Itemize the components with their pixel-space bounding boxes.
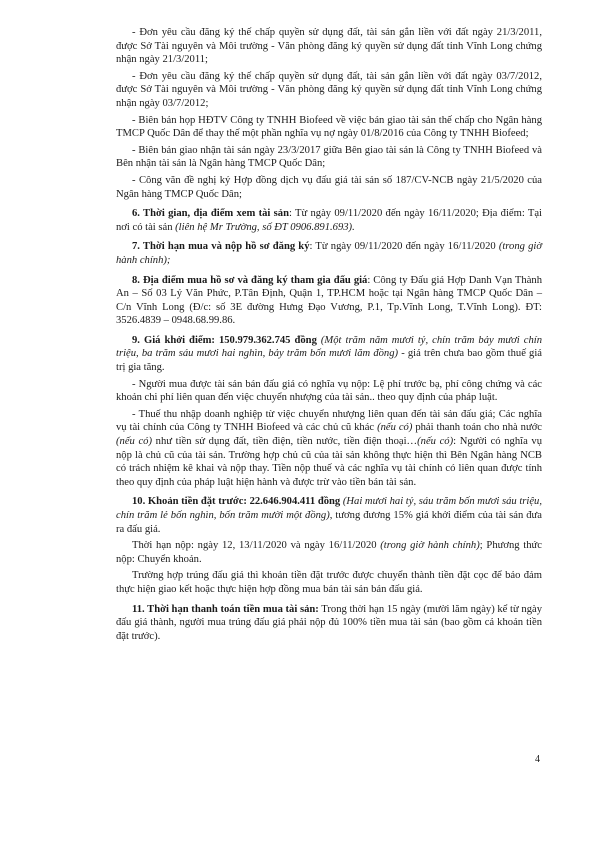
section-10-deposit [116,495,542,536]
payment-hours: (trong giờ hành chính) [380,540,480,552]
section-6-viewing [116,207,542,234]
payment-time-text: Thời hạn nộp: ngày 12, 13/11/2020 và ngày 16/11/2020 [132,540,381,552]
tax-text-e: như tiền sử dụng đất, tiền điện, tiền nước, tiền điện thoại… [152,436,418,448]
payment-method: ; Phương thức nộp: Chuyển khoản. [116,540,542,565]
tax-note-b: (nếu có) [377,422,413,434]
page-number: 4 [535,754,540,766]
paragraph-registration-2012: - Đơn yêu cầu đăng ký thế chấp quyền sử dụng đất, tài sản gắn liền với đất ngày 03/7/2012, được Sở Tài nguyên và Môi trường - Văn phòng đăng ký quyền sử dụng đất tỉnh Vĩnh Long chứng nhận ngày 03/7/2012; [116,70,542,109]
tax-note-d: (nếu có) [116,436,152,448]
section-11-payment-deadline [116,603,542,644]
tax-text-c: phải thanh toán cho nhà nước [412,422,542,434]
section-7-title: 7. Thời hạn mua và nộp hồ sơ đăng ký [132,241,310,253]
tax-text-g: : Người có nghĩa vụ nộp là chủ cũ của tài sản. Trường hợp chủ cũ của tài sản không thực hiện thì Bên Ngân hàng NCB có trách nhiệm kê khai và nộp thay. Tiền nộp thuế và các nghĩa vụ tài chính có liên quan được tính theo quy định của pháp luật hiện hành và được trừ vào tiền bán tài sản. [116,436,543,488]
section-9-tax-obligations [116,408,542,490]
section-11-text: Trong thời hạn 15 ngày (mười lăm ngày) kể từ ngày đấu giá thành, người mua trúng đấu giá phải nộp đủ 100% tiền mua tài sản (bao gồm cả khoản tiền đặt trước). [116,603,542,642]
paragraph-official-letter: - Công văn đề nghị ký Hợp đồng dịch vụ đấu giá tài sản số 187/CV-NCB ngày 21/5/2020 của Ngân hàng TMCP Quốc Dân; [116,174,542,200]
tax-text-a: - Thuế thu nhập doanh nghiệp từ việc chuyển nhượng liên quan đến tài sản đấu giá; Các nghĩa vụ tài chính của Công ty TNHH Biofeed và các chủ cũ khác [116,408,542,434]
section-7-text: : Từ ngày 09/11/2020 đến ngày 16/11/2020 [309,241,499,253]
section-6-text: : Từ ngày 09/11/2020 đến ngày 16/11/2020; Địa điểm: Tại nơi có tài sản [116,208,542,233]
section-6-contact: (liên hệ Mr Trường, số ĐT 0906.891.693). [175,221,355,233]
section-8-location [116,274,542,328]
section-10-text: , tương đương 15% giá khởi điểm của tài sản đưa ra đấu giá. [116,510,542,535]
section-10-winning-case: Trường hợp trúng đấu giá thì khoản tiền đặt trước được chuyển thành tiền đặt cọc để bảo đảm thực hiện giao kết hoặc thực hiện hợp đồng mua bán tài sản bán đấu giá. [116,570,542,595]
paragraph-handover-minutes: - Biên bản giao nhận tài sản ngày 23/3/2017 giữa Bên giao tài sản là Công ty TNHH Biofeed và Bên nhận tài sản là Ngân hàng TMCP Quốc Dân; [116,144,542,170]
section-8-title: 8. Địa điểm mua hồ sơ và đăng ký tham gia đấu giá [132,274,368,286]
section-9-title: 9. Giá khởi điểm: 150.979.362.745 đồng [132,334,317,346]
section-6-title: 6. Thời gian, địa điểm xem tài sản [132,208,289,220]
section-9-starting-price [116,334,542,375]
section-10-deposit-words: (Hai mươi hai tỷ, sáu trăm bốn mươi sáu triệu, chín trăm lẻ bốn nghìn, bốn trăm mười một đồng) [116,496,542,521]
section-10-payment-time [116,539,542,566]
section-7-deadline [116,240,542,267]
section-8-text: : Công ty Đấu giá Hợp Danh Vạn Thành An – Số 03 Lý Văn Phức, P.Tân Định, Quận 1, TP.HCM hoặc tại Ngân hàng TMCP Quốc Dân – C/n Vĩnh Long (Đ/c: số 3E đường Hưng Đạo Vương, P.1, Tp.Vĩnh Long, T.Vĩnh Long). ĐT: 3526.4839 – 0948.68.99.86. [116,274,542,327]
section-9-buyer-obligations: - Người mua được tài sản bán đấu giá có nghĩa vụ nộp: Lệ phí trước bạ, phí công chứng và các khoản chi phí liên quan đến việc chuyển nhượng của tài sản.. theo quy định của pháp luật. [116,378,542,404]
section-7-hours: (trong giờ hành chính); [116,241,542,266]
section-9-price-words: (Một trăm năm mươi tỷ, chín trăm bảy mươi chín triệu, ba trăm sáu mươi hai nghìn, bảy trăm bốn mươi lăm đồng) [116,334,542,360]
section-11-title: 11. Thời hạn thanh toán tiền mua tài sản: [132,603,319,615]
tax-note-f: (nếu có) [417,436,454,448]
paragraph-registration-2011: - Đơn yêu cầu đăng ký thế chấp quyền sử dụng đất, tài sản gắn liền với đất ngày 21/3/2011, được Sở Tài nguyên và Môi trường - Văn phòng đăng ký quyền sử dụng đất tỉnh Vĩnh Long chứng nhận ngày 21/3/2011; [116,27,542,66]
paragraph-meeting-minutes: - Biên bản họp HĐTV Công ty TNHH Biofeed về việc bán giao tài sản thế chấp cho Ngân hàng TMCP Quốc Dân để thay thế một phần nghĩa vụ nợ ngày 01/8/2016 của Công ty TNHH Biofeed; [116,114,542,140]
section-10-title: 10. Khoản tiền đặt trước: 22.646.904.411 đồng [132,496,341,508]
section-9-text: - giá trên chưa bao gồm thuế giá trị gia tăng. [116,348,542,374]
